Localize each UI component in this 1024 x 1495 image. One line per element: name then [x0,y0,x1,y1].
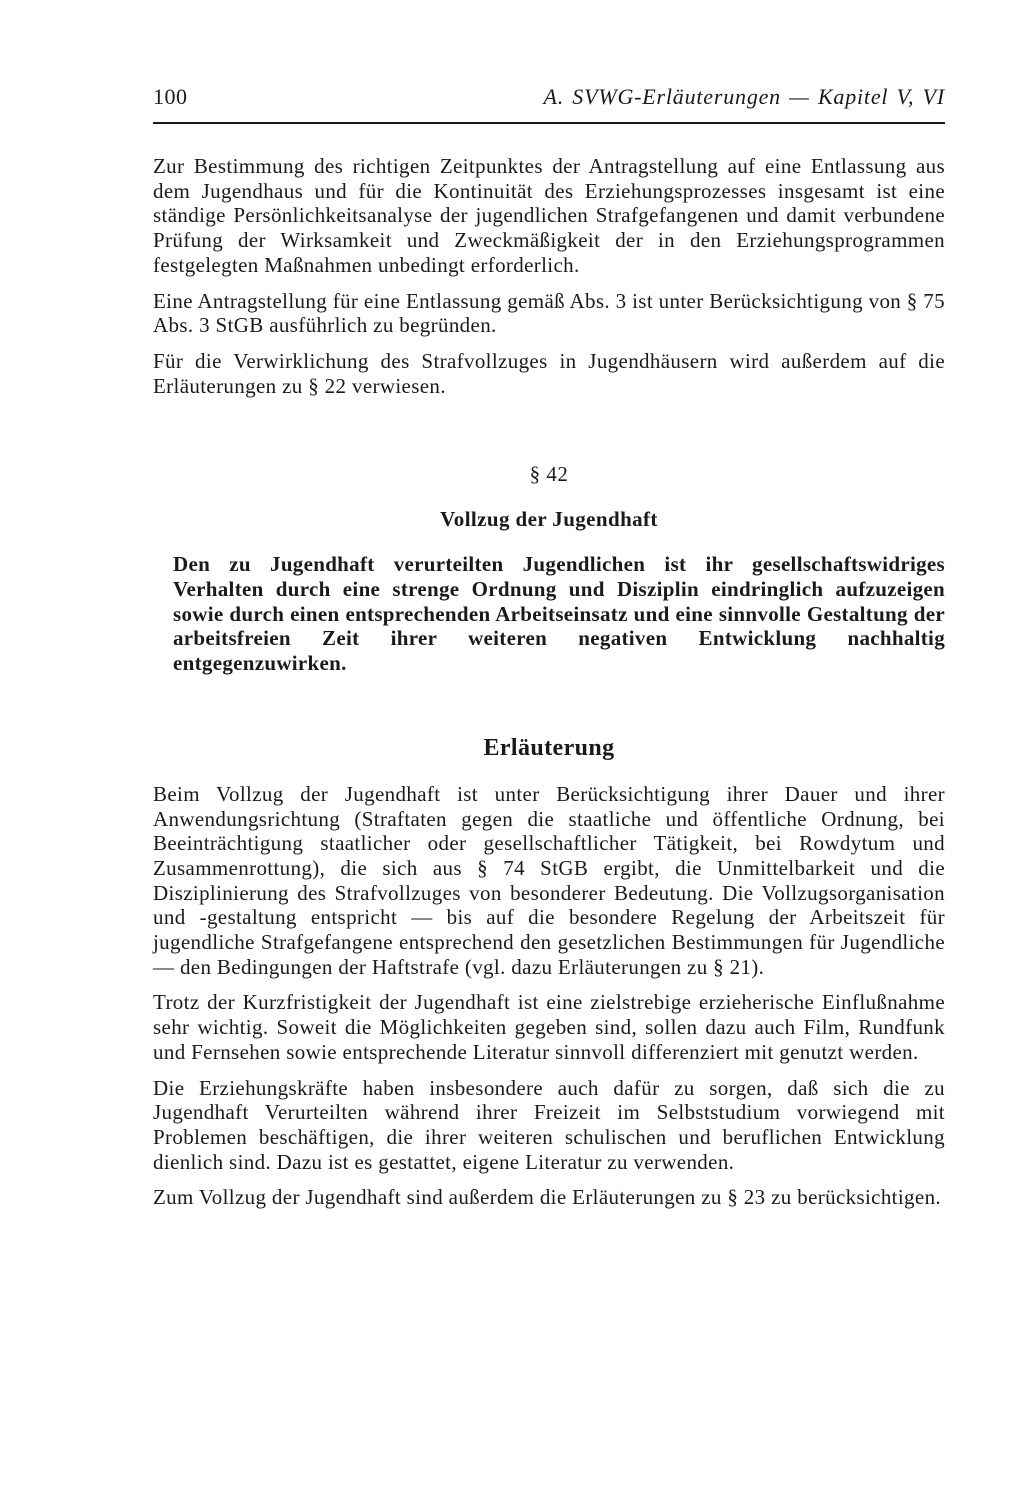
intro-paragraph: Zur Bestimmung des richtigen Zeitpunktes der Antragstellung auf eine Entlassung aus dem Jugendhaus und für die Kontinuität des Erziehungsprozesses insgesamt ist eine ständige Persönlichkeitsanalyse der jugendlichen Strafgefangenen und damit verbundene Prüfung der Wirksamkeit und Zweckmäßigkeit der in den Erziehungsprogrammen festgelegten Maßnahmen unbedingt erforderlich. [153,154,945,277]
page-body [153,154,945,1210]
commentary-paragraph: Beim Vollzug der Jugendhaft ist unter Berücksichtigung ihrer Dauer und ihrer Anwendungsrichtung (Straftaten gegen die staatliche und öffentliche Ordnung, bei Beeinträchtigung staatlicher oder gesellschaftlicher Tätigkeit, bei Rowdytum und Zusammenrottung), die sich aus § 74 StGB ergibt, die Unmittelbarkeit und die Disziplinierung des Strafvollzuges von besonderer Bedeutung. Die Vollzugsorganisation und -gestaltung entspricht — bis auf die besondere Regelung der Arbeitszeit für jugendliche Strafgefangene entsprechend den gesetzlichen Bestimmungen für Jugendliche — den Bedingungen der Haftstrafe (vgl. dazu Erläuterungen zu § 21). [153,781,945,979]
commentary-paragraph: Trotz der Kurzfristigkeit der Jugendhaft ist eine zielstrebige erzieherische Einflußnahme sehr wichtig. Soweit die Möglichkeiten gegeben sind, sollen dazu auch Film, Rundfunk und Fernsehen sowie entsprechende Literatur sinnvoll differenziert mit genutzt werden. [153,990,945,1064]
page-header [153,84,945,124]
running-head: A. SVWG-Erläuterungen — Kapitel V, VI [543,84,945,109]
commentary-paragraph: Die Erziehungskräfte haben insbesondere auch dafür zu sorgen, daß sich die zu Jugendhaft Verurteilten während ihrer Freizeit im Selbststudium vorwiegend mit Problemen beschäftigen, die ihrer weiteren schulischen und beruflichen Entwicklung dienlich sind. Dazu ist es gestattet, eigene Literatur zu verwenden. [153,1075,945,1174]
section-number: § 42 [529,462,569,487]
commentary-heading: Erläuterung [483,734,615,761]
intro-paragraph: Für die Verwirklichung des Strafvollzuges in Jugendhäusern wird außerdem auf die Erläuterungen zu § 22 verwiesen. [153,348,945,398]
page-number: 100 [153,84,188,109]
law-text: Den zu Jugendhaft verurteilten Jugendlichen ist ihr gesellschaftswidriges Verhalten durch eine strenge Ordnung und Disziplin eindringlich aufzuzeigen sowie durch einen entsprechenden Arbeitseinsatz und eine sinnvolle Gestaltung der arbeitsfreien Zeit ihrer weiteren negativen Entwicklung nachhaltig entgegenzuwirken. [173,552,945,676]
commentary-paragraph: Zum Vollzug der Jugendhaft sind außerdem die Erläuterungen zu § 23 zu berücksichtigen. [153,1185,942,1210]
intro-paragraph: Eine Antragstellung für eine Entlassung gemäß Abs. 3 ist unter Berücksichtigung von § 75 Abs. 3 StGB ausführlich zu begründen. [153,288,945,338]
section-title: Vollzug der Jugendhaft [440,507,658,532]
